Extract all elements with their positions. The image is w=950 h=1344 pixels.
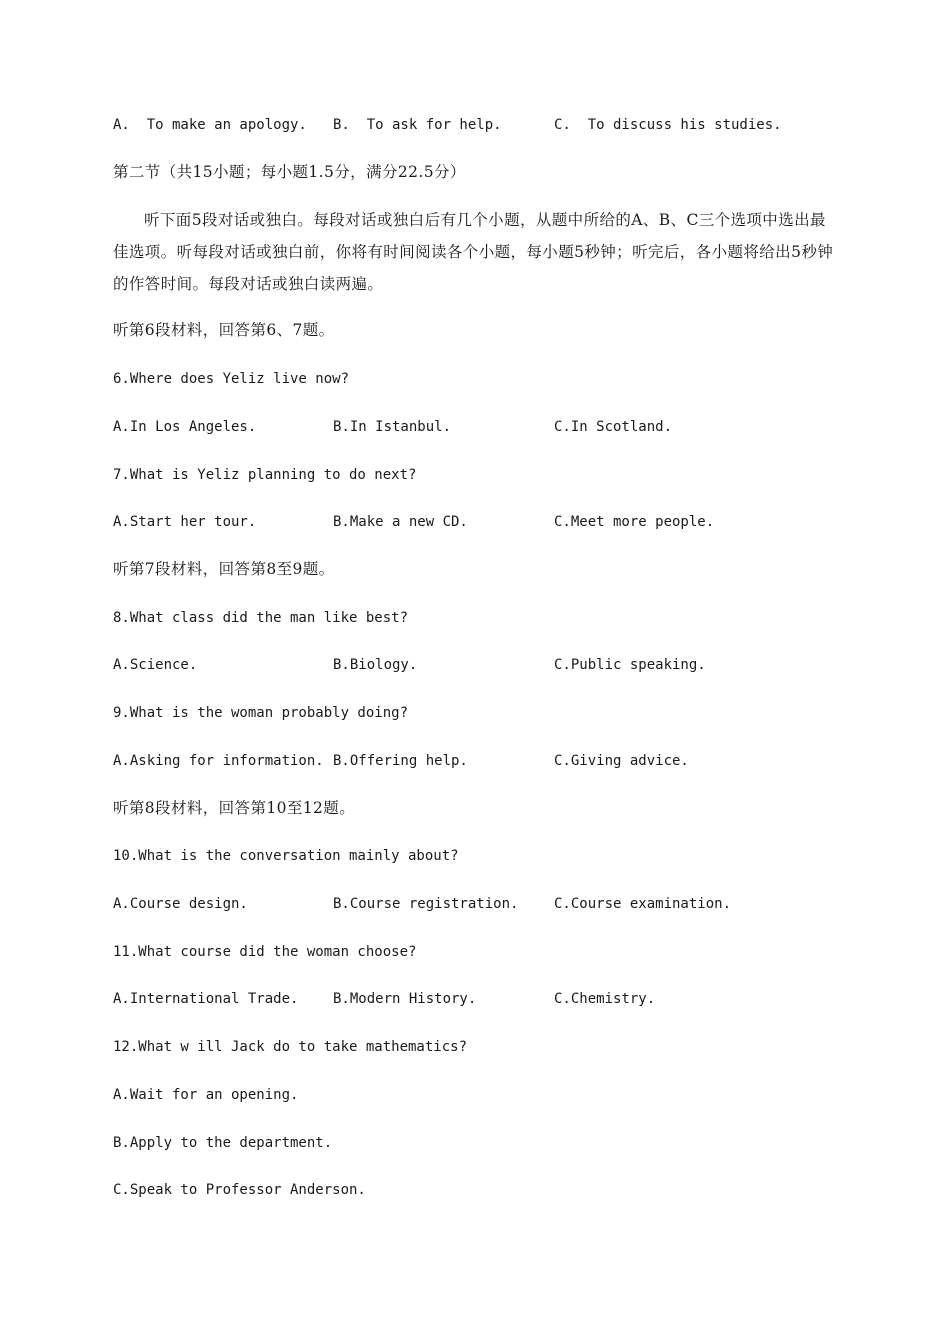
- question-12-option-a: A.Wait for an opening.: [113, 1087, 299, 1103]
- question-12-option-b: B.Apply to the department.: [113, 1135, 333, 1151]
- question-6: 6.Where does Yeliz live now?: [113, 371, 350, 387]
- question-8-option-b: B.Biology.: [333, 657, 418, 673]
- question-9-option-a: A.Asking for information.: [113, 753, 324, 769]
- question-9: 9.What is the woman probably doing?: [113, 705, 409, 721]
- group-header-8: 听第8段材料，回答第10至12题。: [113, 799, 356, 817]
- group-header-7: 听第7段材料，回答第8至9题。: [113, 560, 335, 578]
- question-12-option-c: C.Speak to Professor Anderson.: [113, 1182, 366, 1198]
- question-10: 10.What is the conversation mainly about?: [113, 848, 459, 864]
- question-6-option-c: C.In Scotland.: [554, 419, 673, 435]
- question-9-option-b: B.Offering help.: [333, 753, 468, 769]
- question-8: 8.What class did the man like best?: [113, 610, 409, 626]
- question-11-option-b: B.Modern History.: [333, 991, 477, 1007]
- question-11-option-a: A.International Trade.: [113, 991, 299, 1007]
- question-11-option-c: C.Chemistry.: [554, 991, 656, 1007]
- question-10-option-a: A.Course design.: [113, 896, 248, 912]
- question-12: 12.What w ill Jack do to take mathematics?: [113, 1039, 468, 1055]
- question-7-option-b: B.Make a new CD.: [333, 514, 468, 530]
- question-7-option-a: A.Start her tour.: [113, 514, 257, 530]
- question-8-option-a: A.Science.: [113, 657, 198, 673]
- group-header-6: 听第6段材料，回答第6、7题。: [113, 321, 335, 339]
- section-instructions: 听下面5段对话或独白。每段对话或独白后有几个小题，从题中所给的A、B、C三个选项中选出最佳选项。听每段对话或独白前，你将有时间阅读各个小题，每小题5秒钟；听完后，各小题将给出5秒钟的作答时间。每段对话或独白读两遍。: [113, 211, 834, 293]
- q5-option-a: A. To make an apology.: [113, 117, 307, 133]
- question-7-option-c: C.Meet more people.: [554, 514, 715, 530]
- question-9-option-c: C.Giving advice.: [554, 753, 689, 769]
- question-6-option-b: B.In Istanbul.: [333, 419, 452, 435]
- question-10-option-b: B.Course registration.: [333, 896, 519, 912]
- q5-option-b: B. To ask for help.: [333, 117, 502, 133]
- question-8-option-c: C.Public speaking.: [554, 657, 706, 673]
- section-heading: 第二节（共15小题；每小题1.5分，满分22.5分）: [113, 163, 466, 181]
- question-10-option-c: C.Course examination.: [554, 896, 732, 912]
- q5-option-c: C. To discuss his studies.: [554, 117, 782, 133]
- question-7: 7.What is Yeliz planning to do next?: [113, 467, 417, 483]
- question-6-option-a: A.In Los Angeles.: [113, 419, 257, 435]
- question-11: 11.What course did the woman choose?: [113, 944, 417, 960]
